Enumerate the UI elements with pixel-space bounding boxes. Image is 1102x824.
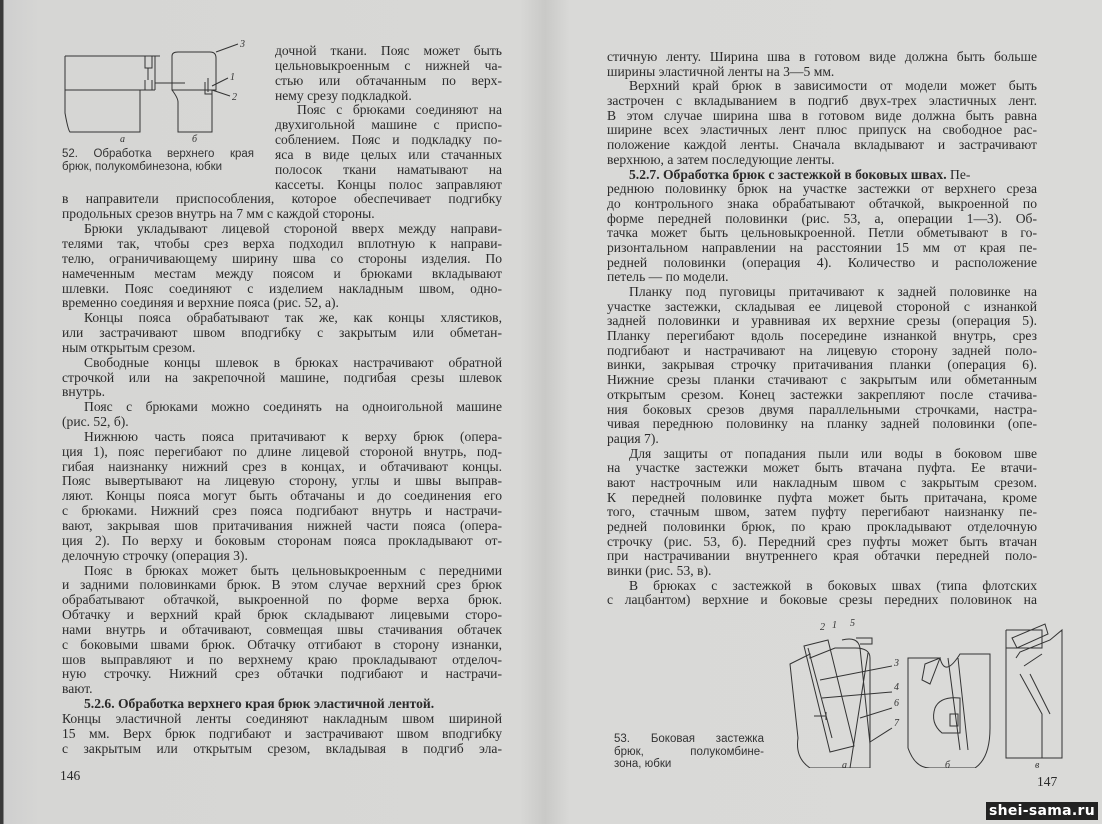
text-line: соблением. Пояс и подкладку по-	[275, 133, 502, 148]
text-line: тачка может быть цельновыкроенной. Петли обметывают в го-	[607, 226, 1037, 241]
text-line: винки (рис. 53, в).	[607, 563, 712, 579]
text-line: с закрытым или открытым срезом, вкладывая в подгиб эла-	[62, 741, 502, 756]
text-line: Нижнюю часть пояса притачивают к верху брюк (опера-	[84, 429, 502, 444]
figure-52-sublabel-a: а	[120, 134, 125, 143]
caption-line: брюк, полукомбине-	[614, 745, 764, 758]
text-line: с боковыми швами брюк. Обтачку отгибают в сторону изнанки,	[62, 637, 502, 652]
figure-53-sublabel-a: а	[842, 760, 847, 768]
caption-line: 53. Боковая застежка	[614, 733, 764, 745]
watermark: shei-sama.ru	[986, 802, 1098, 820]
figure-53-marker: 6	[894, 698, 899, 709]
text-line: (рис. 52, б).	[62, 414, 129, 430]
text-line: гибая наизнанку нижний срез в концах, и обтачивают концы.	[62, 459, 502, 474]
text-line: Планку перегибают вдоль посередине изнанкой внутрь, срез	[607, 329, 1037, 344]
text-line: до контрольного знака обрабатывают обтачкой, выкроенной по	[607, 196, 1037, 211]
page-number-right: 147	[1037, 774, 1058, 789]
figure-53-marker: 7	[894, 718, 899, 729]
text-line: подгибают и настрачивают на лицевую сторону задней поло-	[607, 343, 1037, 358]
paragraph	[607, 168, 1037, 286]
text-line: нами внутрь и обтачивают, совмещая швы стачивания обтачек	[62, 622, 502, 637]
paragraph	[62, 222, 502, 311]
text-line: Нижние срезы планки стачивают с закрытым или обметанным	[607, 373, 1037, 388]
figure-53-sublabel-v: в	[1035, 760, 1040, 768]
text-line: делочную строчку (операция 3).	[62, 547, 248, 563]
text-line: Пояс с брюками соединяют на	[297, 103, 502, 118]
text-line: ным открытым срезом.	[62, 339, 196, 355]
text-line: верхнюю, а затем последующие ленты.	[607, 151, 835, 167]
text-line: с лацбантом) верхние и боковые срезы передних половинок на	[607, 593, 1037, 608]
text-line: петель — по модели.	[607, 269, 729, 285]
text-line: намеченным местам между поясом и брюками вкладывают	[62, 266, 502, 281]
text-line: временно соединяя и верхние пояса (рис. 52, а).	[62, 295, 339, 311]
text-line: ширине всех эластичных лент плюс припуск на свободное рас-	[607, 123, 1037, 138]
figure-52-marker: 2	[232, 92, 237, 103]
text-line: редней половинки (операция 4). Количество и расположение	[607, 255, 1037, 270]
text-line: ция 1), пояс перегибают по длине лицевой стороной внутрь, под-	[62, 444, 502, 459]
text-line: Планку под пуговицы притачивают к задней половинке на	[629, 285, 1037, 299]
text-line: Для защиты от попадания пыли или воды в боковом шве	[629, 446, 1037, 461]
text-line: стичную ленту. Ширина шва в готовом виде должна быть больше	[607, 50, 1037, 64]
text-line: Концы пояса обрабатывают так же, как концы хлястиков,	[84, 311, 502, 326]
text-line: продольных срезов внутрь на 7 мм с каждой стороны.	[62, 206, 375, 222]
paragraph	[62, 400, 502, 430]
line-text: Пе-	[946, 166, 971, 182]
text-line: ляют. Концы пояса могут быть обтачаны и до соединения его	[62, 489, 502, 504]
figure-53-marker: 5	[850, 618, 855, 629]
text-line: или застрачивают швом вподгибку с закрытым или обметан-	[62, 326, 502, 341]
text-line: Концы эластичной ленты соединяют накладным швом шириной	[62, 711, 502, 726]
section-heading: 5.2.7. Обработка брюк с застежкой в боковых швах.	[629, 166, 947, 182]
text-line: стью или обтачанным по верх-	[275, 73, 502, 88]
caption-line: брюк, полукомбинезона, юбки	[62, 160, 223, 173]
text-line: В этом случае ширина шва в готовом виде должна быть равна	[607, 108, 1037, 123]
paragraph	[607, 285, 1037, 447]
text-line: ния боковых срезов двумя параллельными строчками, настра-	[607, 402, 1037, 417]
text-line: В брюках с застежкой в боковых швах (типа флотских	[629, 578, 1037, 593]
page-number-left: 146	[60, 768, 81, 783]
paragraph	[607, 79, 1037, 167]
text-line: ция 2). По верху и боковым сторонам пояса прокладывают от-	[62, 533, 502, 548]
text-line: вают настрочным или накладным швом с закрытым срезом.	[607, 475, 1037, 490]
text-line: двухигольной машине с приспо-	[275, 118, 502, 133]
figure-53-drawing	[780, 618, 1070, 768]
right-page-text	[607, 50, 1037, 608]
text-line: рация 7).	[607, 430, 659, 446]
text-line: на участке застежки может быть втачана пуфта. Ее втачи-	[607, 461, 1037, 476]
text-line: дочной ткани. Пояс может быть	[275, 44, 502, 58]
text-line	[607, 168, 1037, 183]
text-line: кассеты. Концы полос заправляют	[275, 177, 502, 192]
text-line: строчку (рис. 53, б). Передний срез пуфты может быть втачан	[607, 534, 1037, 549]
text-line: и задними половинками брюк. В этом случае верхний срез брюк	[62, 578, 502, 593]
paragraph	[607, 50, 1037, 79]
figure-53-sublabel-b: б	[945, 760, 951, 768]
figure-53-marker: 1	[832, 620, 837, 631]
text-line: цельновыкроенным с нижней ча-	[275, 58, 502, 73]
paragraph	[607, 447, 1037, 579]
text-line: Пояс в брюках может быть цельновыкроенным с передними	[84, 563, 502, 578]
figure-53-marker: 2	[820, 622, 825, 633]
paragraph	[62, 697, 502, 756]
text-line: редней половинки брюк, по краю прокладывают отделочную	[607, 520, 1037, 534]
text-line: обрабатывают обтачкой, выкроенной по форме верха брюк.	[62, 593, 502, 608]
paragraph	[62, 430, 502, 564]
text-line: К передней половинке пуфта может быть притачана, кроме	[607, 490, 1037, 505]
text-line: шлевки. Пояс соединяют с изделием накладным швом, одно-	[62, 281, 502, 296]
paragraph	[62, 103, 502, 222]
text-line: строчкой или на закрепочной машине, подгибая срезы шлевок	[62, 370, 502, 385]
caption-line: зона, юбки	[614, 758, 672, 770]
paragraph	[62, 44, 502, 103]
text-line: Брюки укладывают лицевой стороной вверх между направи-	[84, 222, 502, 237]
text-line: вают.	[62, 681, 93, 697]
figure-53-marker: 4	[894, 682, 899, 693]
text-line: телями так, чтобы срез верха подходил вплотную к направи-	[62, 236, 502, 251]
text-line: того, стачным швом, затем пуфту перегибают наизнанку пе-	[607, 505, 1037, 520]
section-heading: 5.2.6. Обработка верхнего края брюк эластичной лентой.	[84, 696, 435, 712]
text-line: ширины эластичной ленты на 3—5 мм.	[607, 63, 835, 79]
text-line: задней половинки и уравнивая их верхние срезы (операция 5).	[607, 314, 1037, 329]
text-line: Обтачку и верхний край брюк складывают лицевыми сторо-	[62, 608, 502, 623]
paragraph	[62, 564, 502, 698]
text-line: шов выправляют и по верхнему краю прокладывают отделоч-	[62, 652, 502, 667]
text-line: в направители приспособления, которое обеспечивает подгибку	[62, 192, 502, 207]
paragraph	[607, 579, 1037, 608]
text-line: ризонтальном направлении на расстоянии 15 мм от края пе-	[607, 240, 1037, 255]
text-line: полосок ткани наматывают на	[275, 162, 502, 177]
text-line: внутрь.	[62, 384, 105, 400]
figure-53-marker: 3	[894, 658, 899, 669]
text-line: Свободные концы шлевок в брюках настрачивают обратной	[84, 355, 502, 370]
text-line: яса в виде целых или стачанных	[275, 147, 502, 162]
text-line: телю, ограничивающему ширину шва со стороны изделия. По	[62, 251, 502, 266]
text-line: открытым срезом. Конец застежки закрепляют после стачива-	[607, 387, 1037, 402]
paragraph	[62, 356, 502, 401]
text-line: вают, закрывая шов притачивания нижней части пояса (опера-	[62, 519, 502, 533]
text-line: винки, закрывая строчку притачивания планки (операция 6).	[607, 358, 1037, 373]
text-line	[62, 697, 502, 712]
left-page-text	[62, 44, 502, 757]
text-line: чивая переднюю половинку на планку задней половинки (опе-	[607, 417, 1037, 432]
caption-line: 52. Обработка верхнего края	[62, 148, 254, 160]
figure-53-caption	[614, 733, 764, 771]
text-line: участке застежки, складывая ее лицевой стороной с изнанкой	[607, 299, 1037, 314]
text-line: застрочен с вкладыванием в подгиб двух-трех эластичных лент.	[607, 94, 1037, 109]
text-line: реднюю половинку брюк на участке застежки от верхнего среза	[607, 182, 1037, 197]
text-line: при настрачивании внутреннего края обтачки передней поло-	[607, 549, 1037, 564]
text-line: Пояс с брюками можно соединять на одноигольной машине	[84, 400, 502, 415]
figure-52-marker: 1	[230, 72, 235, 83]
text-line: нему срезу подкладкой.	[275, 87, 412, 103]
text-line: ную строчку. Нижний срез обтачки подгибают и настрачи-	[62, 667, 502, 682]
text-line: Пояс вывертывают на лицевую сторону, углы и швы выправ-	[62, 474, 502, 489]
figure-52-sublabel-b: б	[192, 134, 198, 143]
figure-52-marker: 3	[240, 39, 245, 50]
text-line: положение каждой ленты. Сначала вкладывают и застрачивают	[607, 138, 1037, 153]
text-line: форме передней половинки (рис. 53, а, операции 1—3). Об-	[607, 211, 1037, 226]
paragraph	[62, 311, 502, 356]
text-line: Верхний край брюк в зависимости от модели может быть	[629, 79, 1037, 94]
text-line: 15 мм. Верх брюк подгибают и застрачивают швом вподгибку	[62, 726, 502, 741]
text-line: с брюками. Нижний срез пояса подгибают внутрь и настрачи-	[62, 504, 502, 519]
